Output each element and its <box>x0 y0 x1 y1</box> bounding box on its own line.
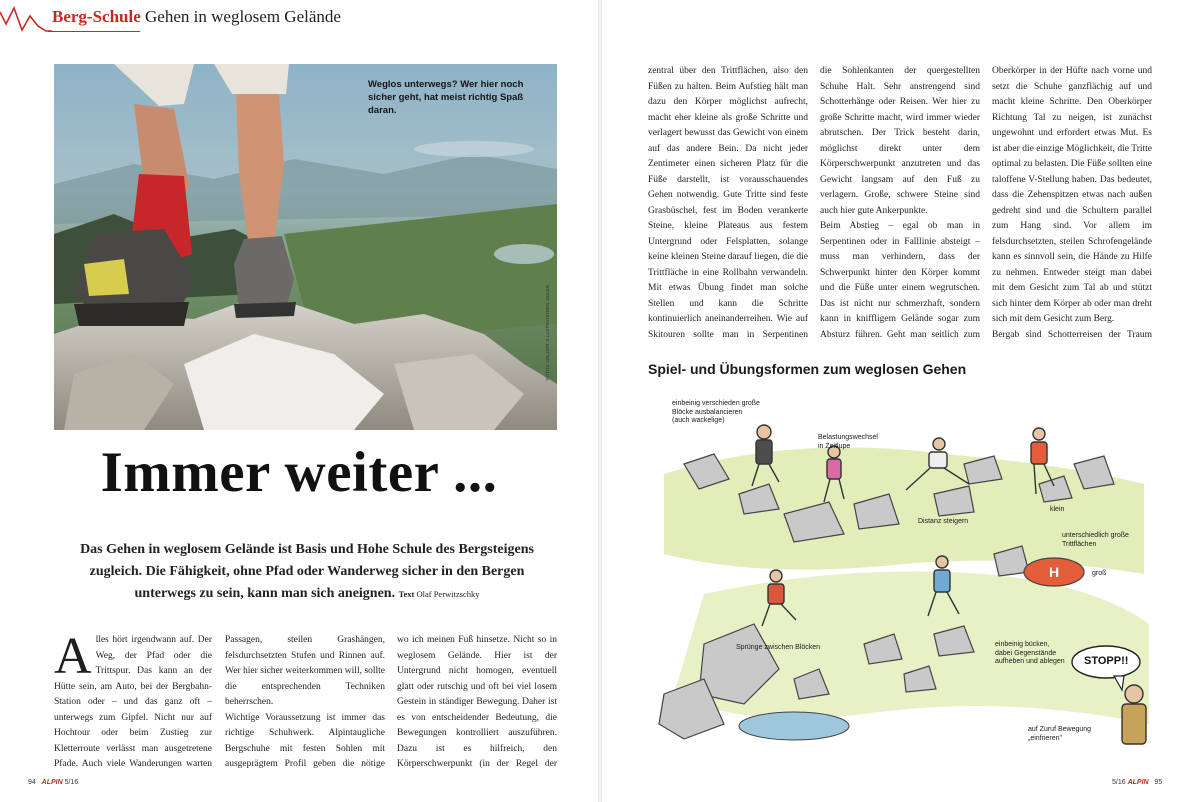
issue-left: 5/16 <box>64 779 79 786</box>
label-buecken: einbeinig bücken, dabei Gegenstände aufheben und ablegen <box>995 641 1065 665</box>
text-column-5: die Sohlenkanten der quergestellten Schuhe Halt. Sehr anstrengend sind Schotterhänge oder Reisen. Wer hier zu große Schritte macht, wird immer wieder abrutschen. Der Trick besteht darin, möglichst direkt unter dem Körperschwerpunkt anzutreten und das Gewicht langsam auf den Fuß zu verlagern. Große, schwere Steine sind auch hier gute Ankerpunkte. Beim Abstieg – egal ob man in Serpentinen oder in Falllinie absteigt – muss man verhindern, dass der Schwerpunkt hinter den Körper kommt und die Füße unter einem wegrutschen. Das ist nicht nur schmerzhaft, sondern kann in kniffligem Gelände sogar zum Absturz führen. Geht man seitlich zum <box>820 66 980 340</box>
magazine-logo-left: ALPIN <box>41 779 63 786</box>
magazine-logo-right: ALPIN <box>1127 779 1149 786</box>
label-trittflaechen: unterschiedlich große Trittflächen <box>1062 532 1129 548</box>
folio-left <box>28 779 78 786</box>
label-distanz: Distanz steigern <box>918 518 969 525</box>
author-line <box>399 589 480 599</box>
page-number-right: 95 <box>1154 779 1163 786</box>
text-column-3: wo ich meinen Fuß hinsetze. Nicht so in weglosem Gelände. Hier ist der Untergrund nicht homogen, eventuell glatt oder rutschig und oft bei viel losem Gestein in ständiger Bewegung. Daher ist es von entscheidender Bedeutung, die Bewegungen kontrolliert auszuführen. Dazu ist es hilfreich, den Körperschwerpunkt (in der Regel der <box>397 635 557 769</box>
text-column-2: Passagen, steilen Grashängen, felsdurchsetzten Stufen und Rinnen auf. Wer hier sicher weiterkommen will, sollte die entsprechenden Techniken beherrschen. Wichtige Voraussetzung ist immer das richtige Schuhwerk. Alpintaugliche Bergschuhe mit festen Sohlen mit ausgeprägtem Profil geben die nötige <box>225 635 385 769</box>
text-column-6: Oberkörper in der Hüfte nach vorne und setzt die Schuhe ganzflächig auf und macht kleine Schritte. Den Oberkörper Richtung Tal zu neigen, ist zunächst ungewohnt und erfordert etwas Mut. Es ist aber die einzige Möglichkeit, die Tritte optimal zu belasten. Die Füße sollten eine taloffene V-Stellung haben. Das bedeutet, dass die Zehenspitzen etwas nach außen gedreht sind und die Schultern parallel zum Hang sind. Vor allem im felsdurchsetzten, steilen Schrofengelände kann es sinnvoll sein, die Hände zu Hilfe zu nehmen. Entweder steigt man dabei mit dem Gesicht zum Tal ab und stützt sich hinter dem Körper ab oder man dreht sich mit dem Gesicht zum Berg. Bergab sind Schotterreisen der Traum <box>992 66 1152 340</box>
label-balance: einbeinig verschieden große Blöcke ausbalancieren (auch wackelige) <box>672 400 760 424</box>
section-title <box>52 7 341 27</box>
article-intro <box>72 539 542 605</box>
text-column-1 <box>54 633 212 773</box>
header-rule <box>48 31 140 32</box>
section-topic: Gehen in weglosem Gelände <box>145 7 341 26</box>
page-number-left: 94 <box>28 779 36 786</box>
author-prefix: Text <box>398 589 415 599</box>
hero-photo <box>54 64 557 430</box>
article-headline: Immer weiter ... <box>100 441 498 504</box>
label-zeitlupe: Belastungswechsel in Zeitlupe <box>818 434 878 450</box>
label-spruenge: Sprünge zwischen Blöcken <box>736 644 821 651</box>
dropcap: A <box>54 633 92 685</box>
section-name: Berg-Schule <box>52 7 141 26</box>
label-zuruf: auf Zuruf Bewegung „einfrieren" <box>1028 726 1092 742</box>
helipad-label: H <box>1048 564 1060 580</box>
label-gross: groß <box>1092 570 1107 577</box>
illustration-heading: Spiel- und Übungsformen zum weglosen Gehen <box>648 361 967 377</box>
label-klein: klein <box>1050 506 1065 513</box>
author-name: Olaf Perwitzschky <box>416 589 480 599</box>
stopp-callout: STOPP!! <box>1084 655 1129 667</box>
folio-right <box>1112 779 1162 786</box>
intro-text: Das Gehen in weglosem Gelände ist Basis und Hohe Schule des Bergsteigens zugleich. Die Fähigkeit, ohne Pfad oder Wanderweg sicher in den Bergen unterwegs zu sein, kann man sich aneignen. <box>80 542 534 601</box>
photo-credit: FOTOS: GELDER; ILLUSTRATIONEN: NOLER <box>545 284 550 380</box>
page-spine <box>598 0 602 802</box>
issue-right: 5/16 <box>1112 779 1126 786</box>
zigzag-icon <box>0 0 60 40</box>
photo-caption: Weglos unterwegs? Wer hier noch sicher geht, hat meist richtig Spaß daran. <box>368 79 524 116</box>
exercise-illustration <box>644 394 1154 769</box>
text-column-4: zentral über den Trittflächen, also den Füßen zu halten. Beim Aufstieg hält man dazu den Körper möglichst aufrecht, macht eher kleine als große Schritte und verlagert bewusst das Gewicht von einem auf das andere Bein. Da nicht jeder Zentimeter einen sicheren Platz für die Füße darstellt, ist vorausschauendes Gehen notwendig. Gute Tritte sind feste Grasbüschel, fest im Boden verankerte Steine, kleine Plateaus aus festem Untergrund oder Felsplatten, solange keine kleinen Steine darauf liegen, die die Trittfläche in eine Rollbahn verwandeln. Mit etwas Übung findet man solche Stellen und kann die Schritte kontinuierlich aneinanderreihen. Wie auf Skitouren sollte man in Serpentinen <box>648 66 808 340</box>
column-1-text: lles hört irgendwann auf. Der Weg, der Pfad oder die Trittspur. Das kann an der Hütte sein, am Auto, bei der Bergbahn-Station oder – und das ganz oft – unterwegs zum Gipfel. Nicht nur auf Hochtour oder beim Zustieg zur Kletterroute verlässt man ausgetretene Pfade. Auch viele Wanderungen warten <box>54 635 212 769</box>
